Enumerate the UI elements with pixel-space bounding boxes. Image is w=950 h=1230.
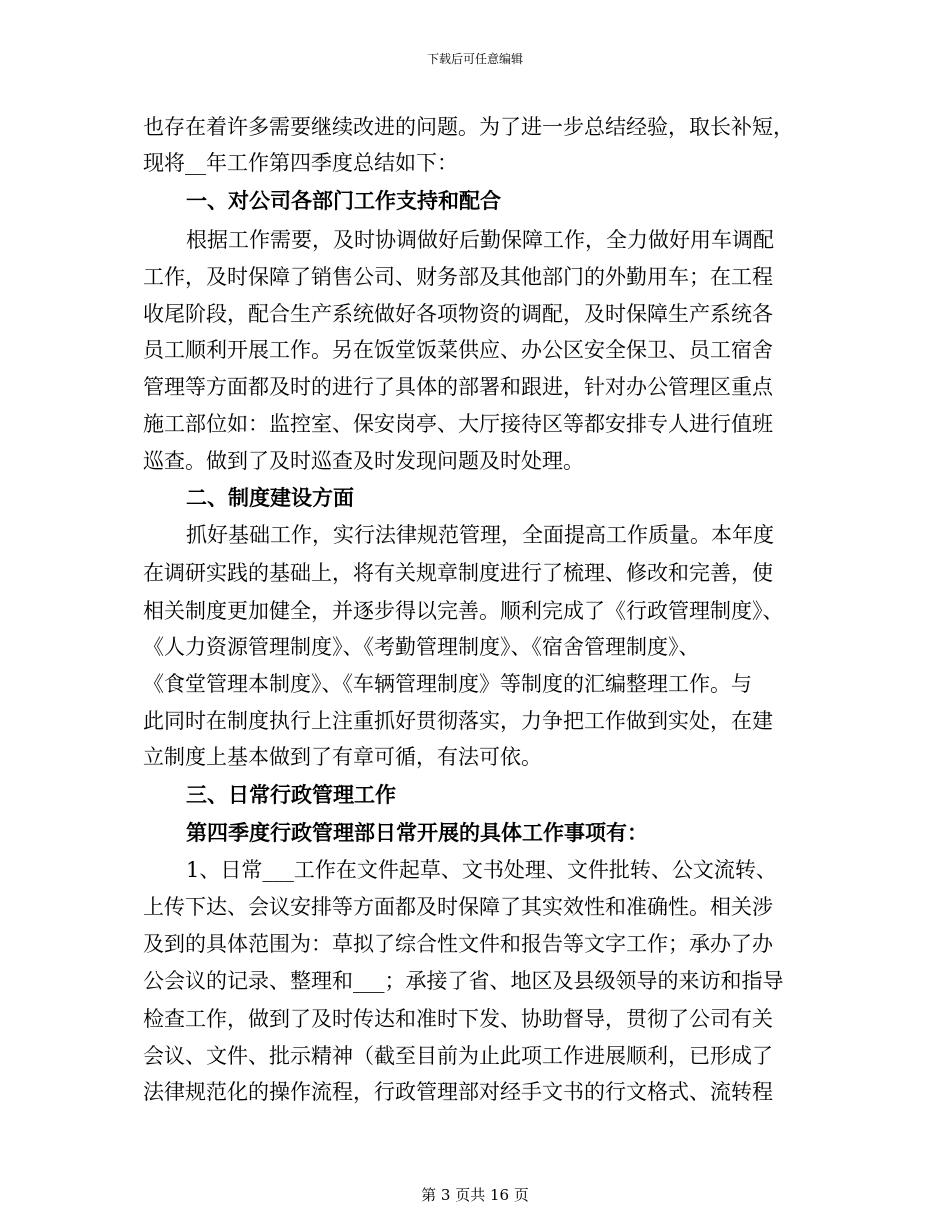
paragraph-line: 工作，及时保障了销售公司、财务部及其他部门的外勤用车；在工程 xyxy=(143,265,773,289)
paragraph-line: 施工部位如：监控室、保安岗亭、大厅接待区等都安排专人进行值班 xyxy=(143,412,773,436)
paragraph-line: 员工顺利开展工作。另在饭堂饭菜供应、办公区安全保卫、员工宿舍 xyxy=(143,338,773,362)
paragraph-line: 相关制度更加健全，并逐步得以完善。顺利完成了《行政管理制度》、 xyxy=(143,599,784,623)
page-footer: 第 3 页共 16 页 xyxy=(421,1186,529,1204)
subsection-heading: 第四季度行政管理部日常开展的具体工作事项有： xyxy=(186,820,648,845)
paragraph-line: 检查工作，做到了及时传达和准时下发、协助督导，贯彻了公司有关 xyxy=(143,1007,773,1031)
paragraph-line: 会议、文件、批示精神（截至目前为止此项工作进展顺利，已形成了 xyxy=(143,1044,773,1068)
paragraph-line: 现将__年工作第四季度总结如下： xyxy=(143,151,458,175)
paragraph-line: 此同时在制度执行上注重抓好贯彻落实，力争把工作做到实处，在建 xyxy=(143,709,773,733)
paragraph-line: 《食堂管理本制度》、《车辆管理制度》等制度的汇编整理工作。与 xyxy=(143,672,752,696)
section-heading-2: 二、制度建设方面 xyxy=(186,485,354,510)
paragraph-line: 立制度上基本做到了有章可循，有法可依。 xyxy=(143,745,542,769)
paragraph-line: 1、日常___工作在文件起草、文书处理、文件批转、公文流转、 xyxy=(186,858,777,882)
section-heading-3: 三、日常行政管理工作 xyxy=(186,782,396,807)
paragraph-line: 公会议的记录、整理和___；承接了省、地区及县级领导的来访和指导 xyxy=(143,969,784,993)
paragraph-line: 巡查。做到了及时巡查及时发现问题及时处理。 xyxy=(143,449,584,473)
paragraph-line: 上传下达、会议安排等方面都及时保障了其实效性和准确性。相关涉 xyxy=(143,895,773,919)
paragraph-line: 《人力资源管理制度》、《考勤管理制度》、《宿舍管理制度》、 xyxy=(143,635,700,659)
paragraph-line: 管理等方面都及时的进行了具体的部署和跟进，针对办公管理区重点 xyxy=(143,375,773,399)
page-header: 下载后可任意编辑 xyxy=(426,52,523,66)
paragraph-line: 根据工作需要，及时协调做好后勤保障工作，全力做好用车调配 xyxy=(186,228,774,252)
paragraph-line: 抓好基础工作，实行法律规范管理，全面提高工作质量。本年度 xyxy=(186,523,774,547)
paragraph-line: 及到的具体范围为：草拟了综合性文件和报告等文字工作；承办了办 xyxy=(143,932,773,956)
section-heading-1: 一、对公司各部门工作支持和配合 xyxy=(186,188,501,213)
paragraph-line: 在调研实践的基础上，将有关规章制度进行了梳理、修改和完善，使 xyxy=(143,561,773,585)
paragraph-line: 也存在着许多需要继续改进的问题。为了进一步总结经验，取长补短， xyxy=(143,115,794,139)
paragraph-line: 收尾阶段，配合生产系统做好各项物资的调配，及时保障生产系统各 xyxy=(143,302,773,326)
paragraph-line: 法律规范化的操作流程，行政管理部对经手文书的行文格式、流转程 xyxy=(143,1080,773,1104)
